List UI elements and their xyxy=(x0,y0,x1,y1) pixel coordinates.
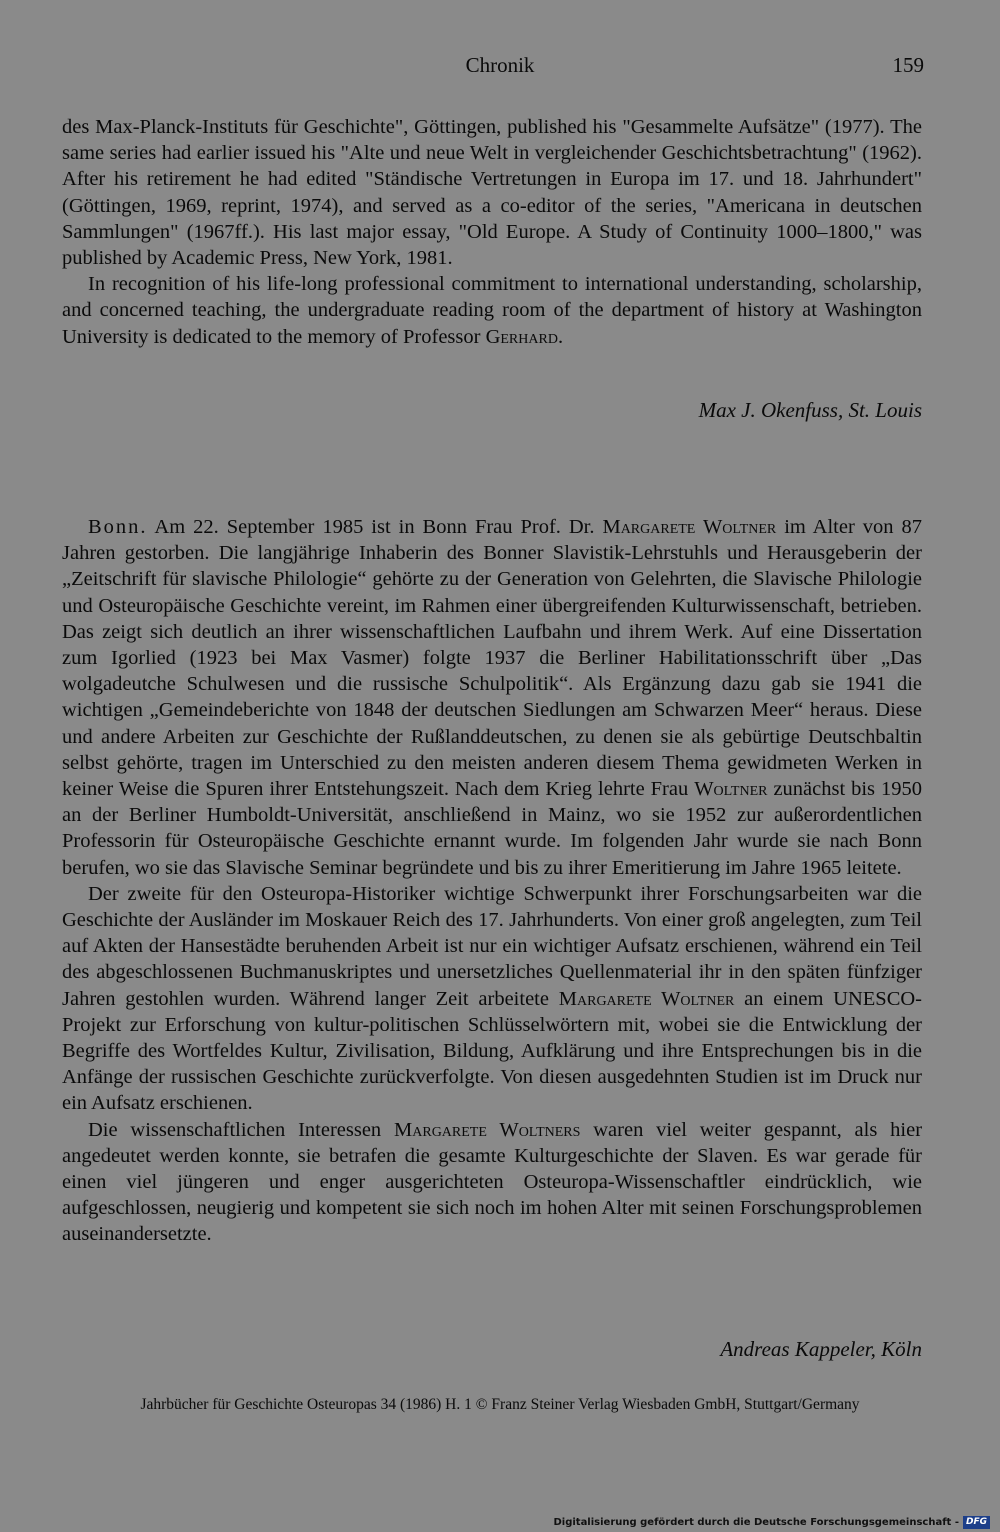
obituary-woltner xyxy=(62,514,922,1248)
signature-okenfuss: Max J. Okenfuss, St. Louis xyxy=(698,398,922,422)
paragraph-text: Der zweite für den Osteuropa-Historiker wichtige Schwerpunkt ihrer Forschungsarbeiten war die Geschichte der Ausländer im Moskauer Reich des 17. Jahrhunderts. Von einer groß angelegten, zum Teil auf Akten der Hansestädte beruhenden Arbeit ist nur ein wichtiger Aufsatz erschienen, während ein Teil des abgeschlossenen Buchmanuskriptes und unersetzliches Quellenmaterial ihr in den späten fünfziger Jahren gestohlen wurden. Während langer Zeit arbeitete xyxy=(62,882,922,1010)
paragraph-end: . xyxy=(557,325,564,348)
digitization-note: Digitalisierung gefördert durch die Deutsche Forschungsgemeinschaft - xyxy=(553,1517,959,1528)
paragraph-text: Die wissenschaftlichen Interessen xyxy=(88,1118,382,1141)
page-number: 159 xyxy=(892,53,924,77)
obituary-woltner-paragraph-1 xyxy=(62,514,922,881)
person-name: Margarete Woltners xyxy=(394,1118,581,1141)
paragraph-text: Am 22. September 1985 ist in Bonn Frau Prof. Dr. xyxy=(154,516,595,538)
dfg-logo-icon: DFG xyxy=(963,1516,990,1529)
signature-kappeler: Andreas Kappeler, Köln xyxy=(720,1337,922,1361)
person-name: Margarete Woltner xyxy=(602,516,777,538)
paragraph-text: zunächst bis 1950 an der Berliner Humboldt-Universität, anschließend in Mainz, wo sie 1952 zur außerordentlichen Professorin für Osteuropäische Geschichte ernannt wurde. Im folgenden Jahr wurde sie nach Bonn berufen, wo sie das Slavische Seminar begründete und bis zu ihrer Emeritierung im Jahre 1965 leitete. xyxy=(62,778,922,879)
person-name: Gerhard xyxy=(485,325,558,348)
obituary-woltner-paragraph-2 xyxy=(62,881,922,1117)
publisher-credit: Jahrbücher für Geschichte Osteuropas 34 (1986) H. 1 © Franz Steiner Verlag Wiesbaden GmbH, Stuttgart/Germany xyxy=(140,1396,860,1413)
obituary-gerhard xyxy=(62,114,922,350)
place-name: Bonn. xyxy=(88,516,148,538)
obituary-woltner-paragraph-3 xyxy=(62,1117,922,1248)
person-name: Margarete Woltner xyxy=(558,987,735,1010)
obituary-gerhard-paragraph-1: des Max-Planck-Instituts für Geschichte", Göttingen, published his "Gesammelte Aufsätze" (1977). The same series had earlier issued his "Alte und neue Welt in vergleichender Geschichtsbetrachtung" (1962). After his retirement he had edited "Ständische Vertretungen in Europa im 17. und 18. Jahrhundert" (Göttingen, 1969, reprint, 1974), and served as a co-editor of the series, "Americana in deutschen Sammlungen" (1967ff.). His last major essay, "Old Europe. A Study of Continuity 1000–1800," was published by Academic Press, New York, 1981. xyxy=(62,116,922,270)
person-name: Woltner xyxy=(694,778,768,801)
paragraph-text: im Alter von 87 Jahren gestorben. Die langjährige Inhaberin des Bonner Slavistik-Lehrstuhls und Herausgeberin der „Zeitschrift für slavische Philologie“ gehörte zu der Generation von Gelehrten, die Slavische Philologie und Osteuropäische Geschichte vereint, im Rahmen einer übergreifenden Kulturwissenschaft, betrieben. Das zeigt sich deutlich an ihrer wissenschaftlichen Laufbahn und ihrem Werk. Auf eine Dissertation zum Igorlied (1923 bei Max Vasmer) folgte 1937 die Berliner Habilitationsschrift über „Das wolgadeutche Schulwesen und die russische Schulpolitik“. Als Ergänzung dazu gab sie 1941 die wichtigen „Gemeindeberichte von 1848 der deutschen Siedlungen am Schwarzen Meer“ heraus. Diese und andere Arbeiten zur Geschichte der Rußlanddeutschen, zu denen sie als gebürtige Deutschbaltin selbst gehörte, tragen im Unterschied zu den meisten anderen diesem Thema gewidmeten Werken in keiner Weise die Spuren ihrer Entstehungszeit. Nach dem Krieg lehrte Frau xyxy=(62,516,922,801)
paragraph-text: In recognition of his life-long professional commitment to international understanding, scholarship, and concerned teaching, the undergraduate reading room of the department of history at Washington University is dedicated to the memory of Professor xyxy=(62,273,922,348)
paragraph-text: waren viel weiter gespannt, als hier angedeutet werden konnte, sie betrafen die gesamte Kulturgeschichte der Slaven. Es war gerade für einen viel jüngeren und enger ausgerichteten Osteuropa-Wissenschaftler eindrücklich, wie aufgeschlossen, neugierig und kompetent sie sich noch im hohen Alter mit seinen Forschungsproblemen auseinandersetzte. xyxy=(62,1118,923,1246)
running-title: Chronik xyxy=(465,53,535,77)
digitization-banner xyxy=(553,1515,990,1530)
obituary-gerhard-paragraph-2 xyxy=(62,271,922,350)
paragraph-text: an einem UNESCO-Projekt zur Erforschung von kultur-politischen Schlüsselwörtern mit, wobei sie die Entwicklung der Begriffe des Wortfeldes Kultur, Zivilisation, Bildung, Aufklärung und ihre Entsprechungen bis in die Anfänge der russischen Geschichte zurückverfolgte. Von diesen ausgedehnten Studien ist im Druck nur ein Aufsatz erschienen. xyxy=(62,987,923,1115)
